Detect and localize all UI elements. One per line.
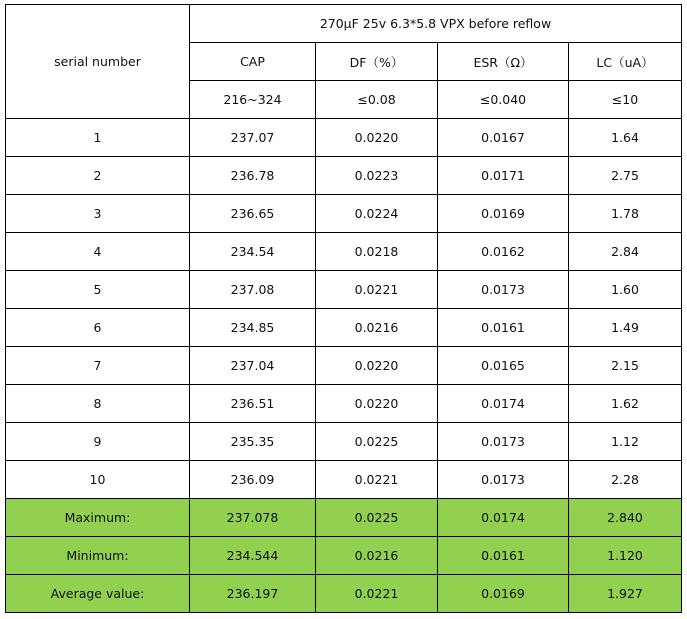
df-cell: 0.0221 <box>316 461 438 499</box>
esr-cell: 0.0174 <box>438 499 569 537</box>
spec-esr: ≤0.040 <box>438 81 569 119</box>
table-row <box>6 233 682 271</box>
table-row <box>6 461 682 499</box>
summary-label: Minimum: <box>6 537 190 575</box>
table-row <box>6 195 682 233</box>
serial-cell: 9 <box>6 423 190 461</box>
summary-row <box>6 499 682 537</box>
cap-cell: 237.078 <box>190 499 316 537</box>
serial-cell: 3 <box>6 195 190 233</box>
esr-cell: 0.0165 <box>438 347 569 385</box>
serial-number-header: serial number <box>6 5 190 119</box>
esr-cell: 0.0161 <box>438 309 569 347</box>
esr-cell: 0.0173 <box>438 461 569 499</box>
serial-cell: 10 <box>6 461 190 499</box>
summary-label: Average value: <box>6 575 190 613</box>
cap-cell: 235.35 <box>190 423 316 461</box>
df-cell: 0.0220 <box>316 119 438 157</box>
lc-cell: 1.49 <box>569 309 682 347</box>
df-cell: 0.0218 <box>316 233 438 271</box>
cap-cell: 234.544 <box>190 537 316 575</box>
lc-cell: 1.78 <box>569 195 682 233</box>
serial-cell: 1 <box>6 119 190 157</box>
df-cell: 0.0221 <box>316 271 438 309</box>
esr-cell: 0.0167 <box>438 119 569 157</box>
esr-cell: 0.0162 <box>438 233 569 271</box>
title-row <box>6 5 682 43</box>
spec-cap: 216~324 <box>190 81 316 119</box>
summary-row <box>6 537 682 575</box>
cap-cell: 236.09 <box>190 461 316 499</box>
serial-cell: 7 <box>6 347 190 385</box>
lc-cell: 1.120 <box>569 537 682 575</box>
cap-cell: 234.54 <box>190 233 316 271</box>
esr-cell: 0.0169 <box>438 575 569 613</box>
serial-cell: 4 <box>6 233 190 271</box>
summary-row <box>6 575 682 613</box>
cap-cell: 236.65 <box>190 195 316 233</box>
cap-cell: 236.51 <box>190 385 316 423</box>
serial-cell: 2 <box>6 157 190 195</box>
lc-cell: 1.60 <box>569 271 682 309</box>
table-row <box>6 157 682 195</box>
serial-cell: 6 <box>6 309 190 347</box>
spec-lc: ≤10 <box>569 81 682 119</box>
cap-cell: 237.08 <box>190 271 316 309</box>
df-cell: 0.0216 <box>316 537 438 575</box>
column-header-lc: LC（uA） <box>569 43 682 81</box>
lc-cell: 1.12 <box>569 423 682 461</box>
cap-cell: 236.197 <box>190 575 316 613</box>
df-cell: 0.0223 <box>316 157 438 195</box>
lc-cell: 2.840 <box>569 499 682 537</box>
lc-cell: 1.62 <box>569 385 682 423</box>
esr-cell: 0.0174 <box>438 385 569 423</box>
esr-cell: 0.0161 <box>438 537 569 575</box>
lc-cell: 1.927 <box>569 575 682 613</box>
column-header-cap: CAP <box>190 43 316 81</box>
df-cell: 0.0216 <box>316 309 438 347</box>
esr-cell: 0.0173 <box>438 423 569 461</box>
table-row <box>6 119 682 157</box>
lc-cell: 2.84 <box>569 233 682 271</box>
esr-cell: 0.0173 <box>438 271 569 309</box>
esr-cell: 0.0169 <box>438 195 569 233</box>
column-header-df: DF（%） <box>316 43 438 81</box>
esr-cell: 0.0171 <box>438 157 569 195</box>
cap-cell: 237.04 <box>190 347 316 385</box>
table-row <box>6 423 682 461</box>
lc-cell: 1.64 <box>569 119 682 157</box>
serial-cell: 8 <box>6 385 190 423</box>
cap-cell: 236.78 <box>190 157 316 195</box>
df-cell: 0.0220 <box>316 385 438 423</box>
df-cell: 0.0220 <box>316 347 438 385</box>
column-header-esr: ESR（Ω） <box>438 43 569 81</box>
table-title: 270μF 25v 6.3*5.8 VPX before reflow <box>190 5 682 43</box>
measurement-table <box>5 4 682 613</box>
lc-cell: 2.15 <box>569 347 682 385</box>
table-row <box>6 385 682 423</box>
df-cell: 0.0224 <box>316 195 438 233</box>
serial-cell: 5 <box>6 271 190 309</box>
table-row <box>6 309 682 347</box>
df-cell: 0.0225 <box>316 499 438 537</box>
lc-cell: 2.28 <box>569 461 682 499</box>
summary-label: Maximum: <box>6 499 190 537</box>
df-cell: 0.0221 <box>316 575 438 613</box>
lc-cell: 2.75 <box>569 157 682 195</box>
table-row <box>6 271 682 309</box>
spec-df: ≤0.08 <box>316 81 438 119</box>
table-row <box>6 347 682 385</box>
df-cell: 0.0225 <box>316 423 438 461</box>
cap-cell: 234.85 <box>190 309 316 347</box>
cap-cell: 237.07 <box>190 119 316 157</box>
